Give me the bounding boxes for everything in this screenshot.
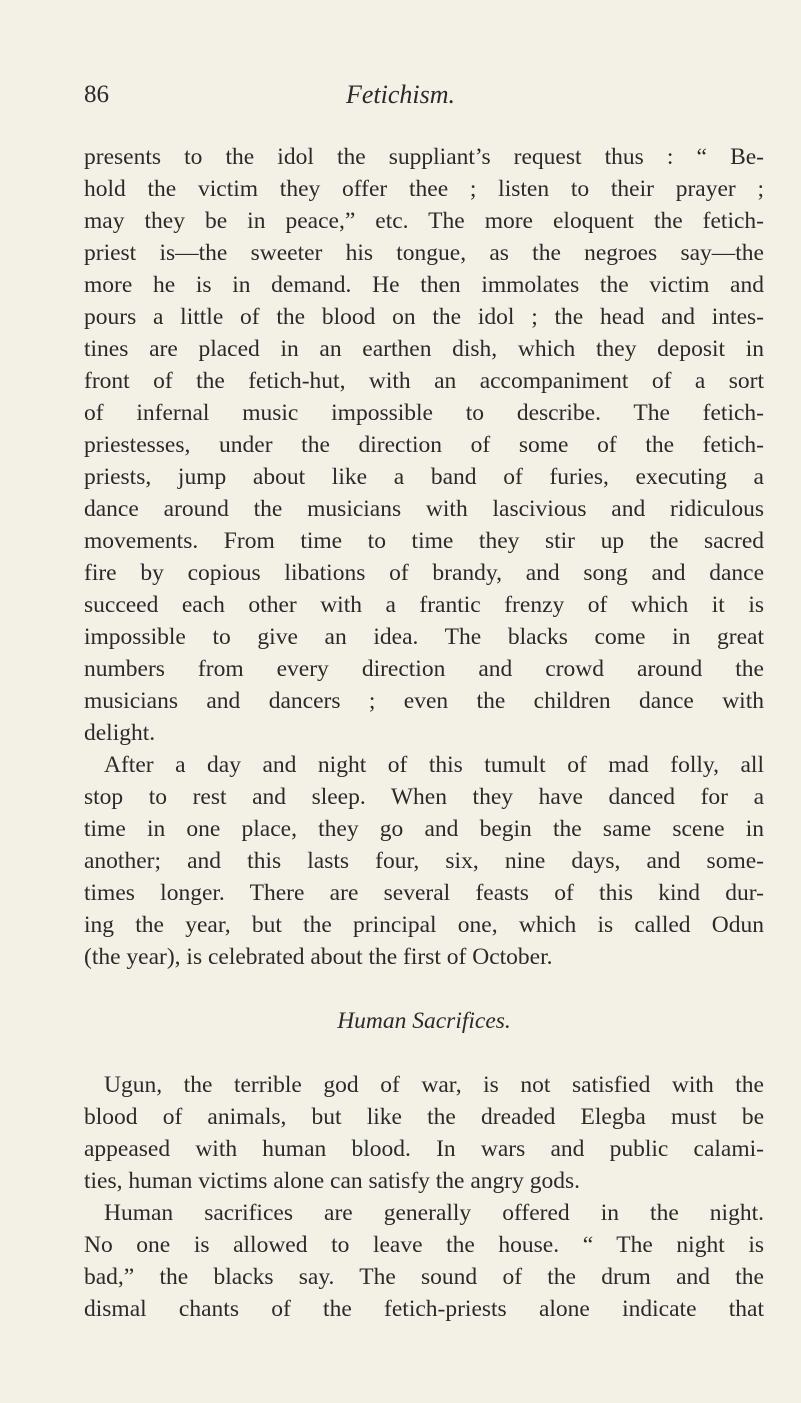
text-line: succeed each other with a frantic frenzy of which it is xyxy=(84,592,764,618)
text-line: may they be in peace,” etc. The more eloquent the fetich- xyxy=(84,208,764,234)
text-line: bad,” the blacks say. The sound of the drum and the xyxy=(84,1264,764,1290)
text-line: stop to rest and sleep. When they have danced for a xyxy=(84,784,764,810)
text-line: dismal chants of the fetich-priests alone indicate that xyxy=(84,1296,764,1322)
text-line: Human sacrifices are generally offered in the night. xyxy=(104,1200,764,1226)
text-line: movements. From time to time they stir up the sacred xyxy=(84,528,764,554)
text-line: musicians and dancers ; even the children dance with xyxy=(84,688,764,714)
text-line: pours a little of the blood on the idol ; the head and intes- xyxy=(84,304,764,330)
text-line: delight. xyxy=(84,720,156,746)
text-line: presents to the idol the suppliant’s request thus : “ Be- xyxy=(84,144,764,170)
running-title: Fetichism. xyxy=(345,80,456,109)
paragraph xyxy=(84,1197,764,1325)
text-block xyxy=(84,141,764,1325)
text-line: another; and this lasts four, six, nine days, and some- xyxy=(84,848,764,874)
text-line: more he is in demand. He then immolates the victim and xyxy=(84,272,764,298)
text-line: (the year), is celebrated about the first of October. xyxy=(84,944,553,970)
text-line: priests, jump about like a band of furies, executing a xyxy=(84,464,764,490)
paragraph xyxy=(84,1069,764,1197)
text-line: ing the year, but the principal one, which is called Odun xyxy=(84,912,764,938)
text-line: hold the victim they offer thee ; listen to their prayer ; xyxy=(84,176,764,202)
text-line: tines are placed in an earthen dish, which they deposit in xyxy=(84,336,764,362)
text-line: priest is—the sweeter his tongue, as the negroes say—the xyxy=(84,240,764,266)
text-line: of infernal music impossible to describe. The fetich- xyxy=(84,400,764,426)
text-line: dance around the musicians with lascivious and ridiculous xyxy=(84,496,764,522)
text-line: numbers from every direction and crowd around the xyxy=(84,656,764,682)
text-line: time in one place, they go and begin the same scene in xyxy=(84,816,764,842)
text-line: appeased with human blood. In wars and public calami- xyxy=(84,1136,764,1162)
text-line: fire by copious libations of brandy, and song and dance xyxy=(84,560,764,586)
text-line: impossible to give an idea. The blacks come in great xyxy=(84,624,764,650)
text-line: After a day and night of this tumult of mad folly, all xyxy=(104,752,764,778)
text-line: times longer. There are several feasts of this kind dur- xyxy=(84,880,764,906)
text-line: ties, human victims alone can satisfy the angry gods. xyxy=(84,1168,581,1194)
section-heading: Human Sacrifices. xyxy=(337,1008,511,1034)
text-line: No one is allowed to leave the house. “ The night is xyxy=(84,1232,764,1258)
text-line: Ugun, the terrible god of war, is not satisfied with the xyxy=(104,1072,764,1098)
text-line: front of the fetich-hut, with an accompaniment of a sort xyxy=(84,368,764,394)
paragraph xyxy=(84,141,764,749)
text-line: blood of animals, but like the dreaded Elegba must be xyxy=(84,1104,764,1130)
page-number: 86 xyxy=(84,81,109,108)
paragraph xyxy=(84,749,764,973)
text-line: priestesses, under the direction of some of the fetich- xyxy=(84,432,764,458)
